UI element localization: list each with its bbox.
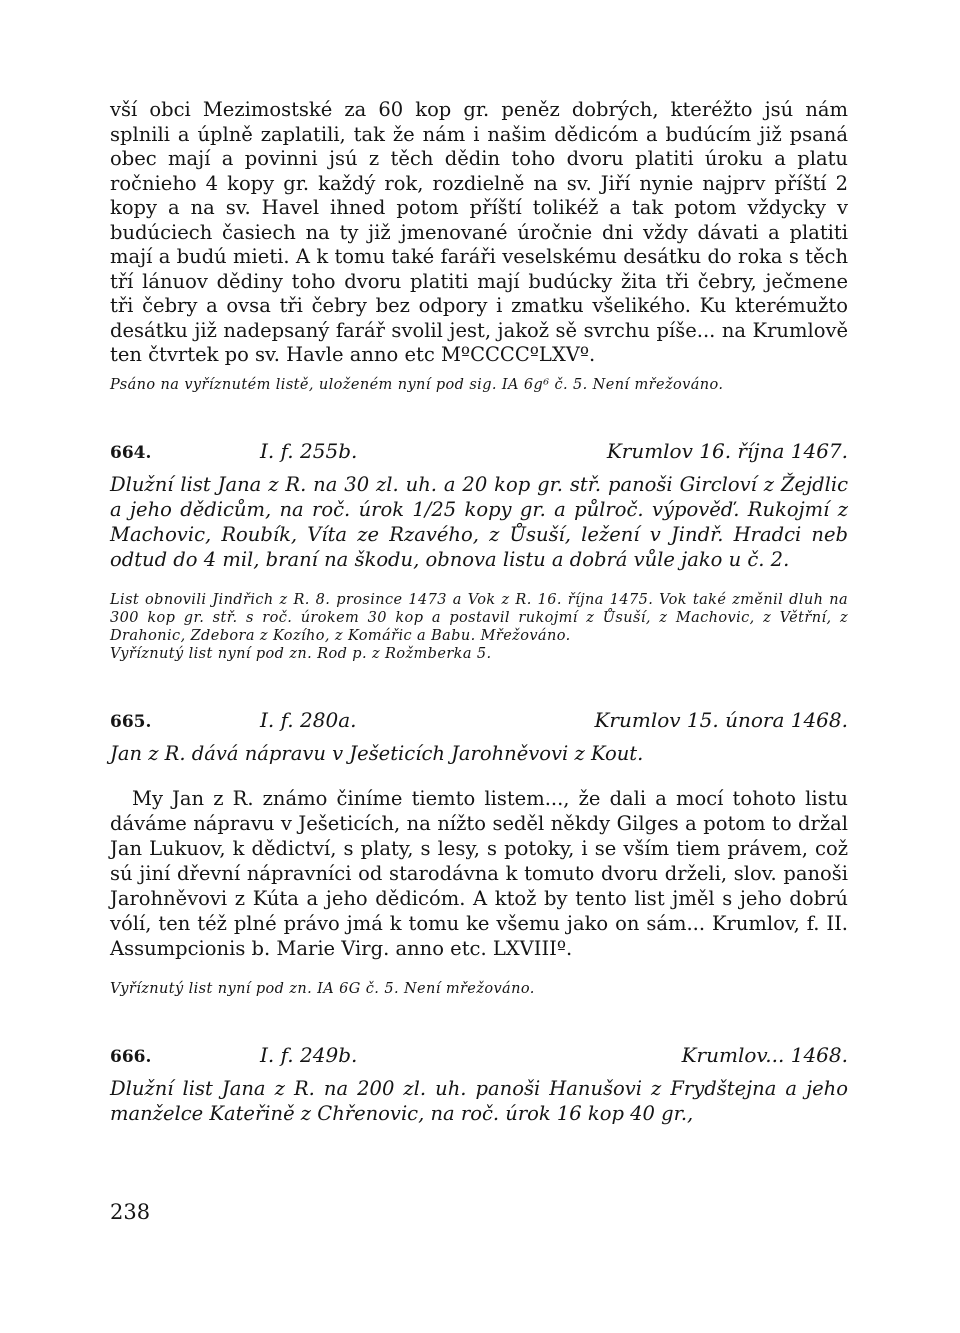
entry-folio: I. f. 255b.: [260, 438, 358, 463]
top-paragraph: vší obci Mezimostské za 60 kop gr. peněz dobrých, kteréžto jsú nám splnili a úplně zaplatili, tak že nám i našim dědicóm a budúcím již psaná obec mají a povinni jsú z těch dědin toho dvoru platiti úroku a platu ročnieho 4 kopy gr. každý rok, rozdielně na sv. Jiří nynie najprv příští 2 kopy a na sv. Havel ihned potom příští tolikéž a tak potom vždycky v budúciech časiech na ty již jmenované úročnie dni vždy dávati a platiti mají a budú mieti. A k tomu také faráři veselskému desátku do roka s těch tří lánuov dědiny toho dvoru platiti mají budúcky žita tři čebry, ječmene tři čebry a ovsa tři čebry bez odpory i zmatku všelikého. Ku kterémužto desátku již nadepsaný farář svolil jest, jakož sě svrchu píše... na Krumlově ten čtvrtek po sv. Havle anno etc MºCCCCºLXVº.: [110, 98, 848, 366]
entry-number: 664.: [110, 442, 152, 463]
entry-666-heading: [110, 1042, 848, 1070]
entry-note: List obnovili Jindřich z R. 8. prosince 1473 a Vok z R. 16. října 1475. Vok také změnil dluh na 300 kop gr. stř. s roč. úrokem 30 kop a postavil rukojmí z Ůsuší, z Machovic, z Větřní, z Drahonic, Zdebora z Kozího, z Komářic a Babu. Mřežováno.: [110, 592, 848, 644]
entry-summary: Dlužní list Jana z R. na 200 zl. uh. panoši Hanušovi z Frydštejna a jeho manželce Kateřině z Chřenovic, na roč. úrok 16 kop 40 gr.,: [110, 1077, 848, 1125]
entry-664-heading: [110, 438, 848, 466]
entry-note: Vyříznutý list nyní pod zn. Rod p. z Rožmberka 5.: [110, 646, 492, 662]
page-number: 238: [110, 1200, 151, 1224]
entry-place-date: Krumlov 16. října 1467.: [606, 438, 848, 463]
entry-summary: Dlužní list Jana z R. na 30 zl. uh. a 20 kop gr. stř. panoši Gircloví z Žejdlic a jeho dědicům, na roč. úrok 1/25 kopy gr. a půlroč. výpověď. Rukojmí z Machovic, Roubík, Víta ze Rzavého, z Ůsuší, ležení v Jindř. Hradci neb odtud do 4 mil, braní na škodu, obnova listu a dobrá vůle jako u č. 2.: [110, 472, 848, 571]
top-note: Psáno na vyříznutém listě, uloženém nyní pod sig. IA 6g⁶ č. 5. Není mřežováno.: [110, 376, 724, 393]
entry-folio: I. f. 280a.: [260, 708, 357, 732]
entry-number: 666.: [110, 1047, 152, 1067]
entry-665-heading: [110, 707, 848, 735]
entry-text: My Jan z R. známo činíme tiemto listem..., že dali a mocí tohoto listu dáváme nápravu v Ješeticích, na nížto seděl někdy Gilges a potom to držal Jan Lukuov, k dědictví, s platy, s lesy, s potoky, i se vším tiem právem, což sú jiní dřevní nápravníci od starodávna k tomuto dvoru drželi, slov. panoši Jarohněvovi z Kúta a jeho dědicóm. A ktož by tento list jměl s jeho dobrú vólí, ten též plné právo jmá k tomu ke všemu jako on sám... Krumlov, f. II. Assumpcionis b. Marie Virg. anno etc. LXVIIIº.: [110, 786, 848, 960]
entry-place-date: Krumlov 15. února 1468.: [594, 708, 848, 732]
entry-folio: I. f. 249b.: [260, 1043, 358, 1067]
document-page: [110, 98, 848, 1146]
entry-summary: Jan z R. dává nápravu v Ješeticích Jarohněvovi z Kout.: [110, 742, 644, 765]
entry-note: Vyříznutý list nyní pod zn. IA 6G č. 5. Není mřežováno.: [110, 981, 535, 997]
entry-place-date: Krumlov... 1468.: [681, 1043, 848, 1067]
entry-number: 665.: [110, 712, 152, 732]
